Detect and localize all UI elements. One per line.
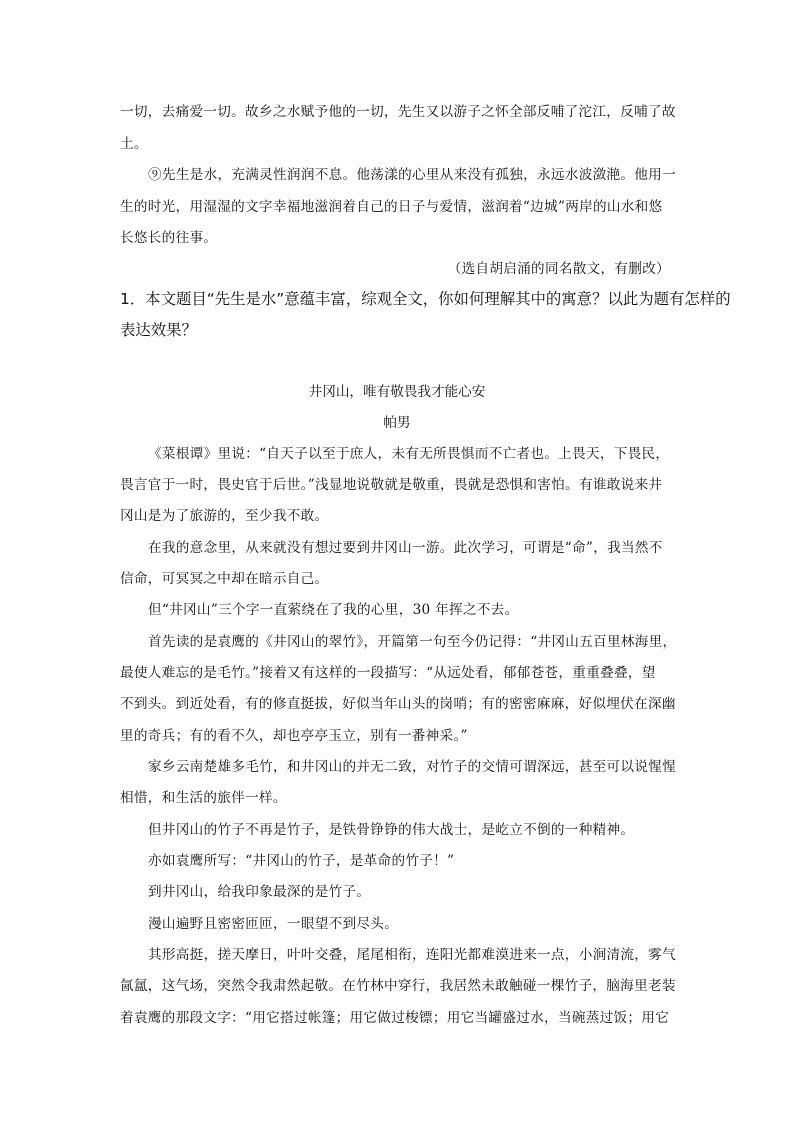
passage2-line: 畏言官于一时，畏史官于后世。”浅显地说敬就是敬重，畏就是恐惧和害怕。有谁敢说来井 bbox=[120, 477, 663, 493]
passage1-line-3: ⑨先生是水，充满灵性润润不息。他荡漾的心里从来没有孤独，永远水波潋滟。他用一 bbox=[148, 167, 676, 183]
passage1-line-1: 一切，去痛爱一切。故乡之水赋予他的一切，先生又以游子之怀全部反哺了沱江，反哺了故 bbox=[120, 104, 676, 120]
question-line-2: 表达效果？ bbox=[120, 321, 197, 339]
passage2-line: 在我的意念里，从来就没有想过要到井冈山一游。此次学习，可谓是“命”，我当然不 bbox=[148, 540, 663, 556]
passage2-line: 氤氲，这气场，突然令我肃然起敬。在竹林中穿行，我居然未敢触碰一棵竹子，脑海里老装 bbox=[120, 978, 676, 994]
passage2-line: 着袁鹰的那段文字：“用它搭过帐篷；用它做过梭镖；用它当罐盛过水，当碗蒸过饭；用它 bbox=[120, 1010, 670, 1026]
passage2-line: 里的奇兵；有的看不久，却也亭亭玉立，别有一番神采。” bbox=[120, 728, 468, 744]
passage2-line: 亦如袁鹰所写：“井冈山的竹子，是革命的竹子！” bbox=[148, 853, 455, 869]
passage2-line: 其形高挺，搓天摩日，叶叶交叠，尾尾相衔，连阳光都难漠进来一点，小涧清流，雾气 bbox=[148, 947, 676, 963]
passage2-line: 家乡云南楚雄多毛竹，和井冈山的并无二致，对竹子的交情可谓深远，甚至可以说惺惺 bbox=[148, 759, 676, 775]
passage2-line: 但井冈山的竹子不再是竹子，是铁骨铮铮的伟大战士，是屹立不倒的一种精神。 bbox=[148, 822, 635, 838]
passage2-line: 漫山遍野且密密匝匝，一眼望不到尽头。 bbox=[148, 916, 399, 932]
passage2-author: 帕男 bbox=[383, 415, 411, 431]
passage2-line: 最使人难忘的是毛竹。”接着又有这样的一段描写：“从远处看，郁郁苍苍，重重叠叠，望 bbox=[120, 665, 656, 681]
passage2-line: 相惜，和生活的旅伴一样。 bbox=[120, 790, 287, 806]
passage2-line: 到井冈山，给我印象最深的是竹子。 bbox=[148, 884, 371, 900]
passage1-line-2: 土。 bbox=[120, 136, 148, 152]
passage1-line-4: 生的时光，用湿湿的文字幸福地滋润着自己的日子与爱情，滋润着“边城”两岸的山水和悠 bbox=[120, 199, 663, 215]
passage1-line-5: 长悠长的往事。 bbox=[120, 230, 218, 246]
passage2-line: 冈山是为了旅游的，至少我不敢。 bbox=[120, 508, 329, 524]
passage2-line: 不到头。到近处看，有的修直挺拔，好似当年山头的岗哨；有的密密麻麻，好似埋伏在深幽 bbox=[120, 696, 676, 712]
passage1-source: （选自胡启涌的同名散文，有删改） bbox=[447, 261, 670, 277]
passage2-title: 井冈山，唯有敬畏我才能心安 bbox=[308, 384, 486, 400]
question-line-1: 1．本文题目“先生是水”意蕴丰富，综观全文，你如何理解其中的寓意？以此为题有怎样的 bbox=[120, 290, 731, 308]
passage2-line: 《菜根谭》里说：“自天子以至于庶人，未有无所畏惧而不亡者也。上畏天，下畏民， bbox=[148, 446, 670, 462]
passage2-line: 信命，可冥冥之中却在暗示自己。 bbox=[120, 571, 329, 587]
passage2-line: 首先读的是袁鹰的《井冈山的翠竹》，开篇第一句至今仍记得：“井冈山五百里林海里， bbox=[148, 634, 677, 650]
passage2-line: 但“井冈山”三个字一直萦绕在了我的心里，30 年挥之不去。 bbox=[148, 602, 519, 618]
